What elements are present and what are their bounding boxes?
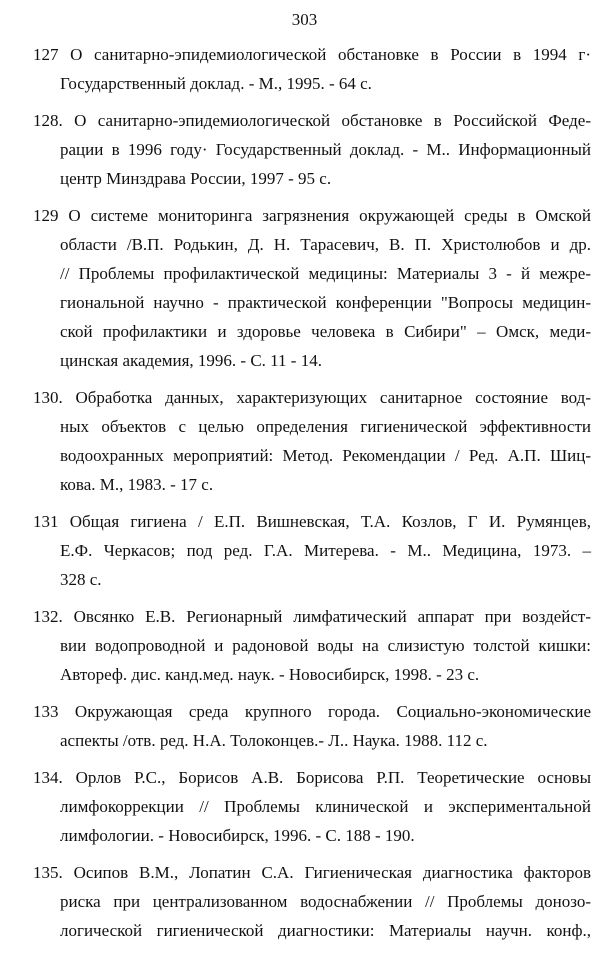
reference-line: области /В.П. Родькин, Д. Н. Тарасевич, В. П. Христолюбов и др. <box>60 235 591 254</box>
reference-line: 133 Окружающая среда крупного города. Социально-экономические <box>33 702 591 721</box>
reference-line: Автореф. дис. канд.мед. наук. - Новосибирск, 1998. - 23 с. <box>60 665 480 684</box>
reference-line: риска при централизованном водоснабжении // Проблемы донозо- <box>60 892 591 911</box>
reference-line: рации в 1996 году· Государственный доклад. - М.. Информационный <box>60 140 591 159</box>
reference-line: 129 О системе мониторинга загрязнения окружающей среды в Омской <box>33 206 591 225</box>
reference-line: ных объектов с целью определения гигиенической эффективности <box>60 417 591 436</box>
reference-line: 131 Общая гигиена / Е.П. Вишневская, Т.А. Козлов, Г И. Румянцев, <box>33 512 591 531</box>
reference-line: // Проблемы профилактической медицины: Материалы 3 - й межре- <box>60 264 591 283</box>
reference-line: центр Минздрава России, 1997 - 95 с. <box>60 169 332 188</box>
reference-line: гиональной научно - практической конференции "Вопросы медицин- <box>60 293 591 312</box>
reference-line: цинская академия, 1996. - С. 11 - 14. <box>60 351 322 370</box>
reference-line: 128. О санитарно-эпидемиологической обстановке в Российской Феде- <box>33 111 591 130</box>
reference-line: 130. Обработка данных, характеризующих санитарное состояние вод- <box>33 388 591 407</box>
reference-130 <box>0 383 609 499</box>
reference-line: лимфокоррекции // Проблемы клинической и экспериментальной <box>60 797 591 816</box>
reference-133 <box>0 697 609 755</box>
reference-line: 135. Осипов В.М., Лопатин С.А. Гигиеническая диагностика факторов <box>33 863 591 882</box>
reference-line: 134. Орлов Р.С., Борисов А.В. Борисова Р.П. Теоретические основы <box>33 768 591 787</box>
reference-line: логической гигиенической диагностики: Материалы научн. конф., <box>60 921 591 940</box>
reference-line: кова. М., 1983. - 17 с. <box>60 475 214 494</box>
reference-128 <box>0 106 609 193</box>
reference-135 <box>0 858 609 945</box>
reference-134 <box>0 763 609 850</box>
reference-line: 132. Овсянко Е.В. Регионарный лимфатический аппарат при воздейст- <box>33 607 591 626</box>
reference-line: водоохранных мероприятий: Метод. Рекомендации / Ред. А.П. Шиц- <box>60 446 591 465</box>
reference-line: Государственный доклад. - М., 1995. - 64 с. <box>60 74 372 93</box>
reference-line: 127 О санитарно-эпидемиологической обстановке в России в 1994 г· <box>33 45 591 64</box>
reference-list <box>0 40 609 953</box>
reference-131 <box>0 507 609 594</box>
reference-line: 328 с. <box>60 570 102 589</box>
reference-line: аспекты /отв. ред. Н.А. Толоконцев.- Л.. Наука. 1988. 112 с. <box>60 731 488 750</box>
reference-line: Е.Ф. Черкасов; под ред. Г.А. Митерева. - М.. Медицина, 1973. – <box>60 541 591 560</box>
reference-line: ской профилактики и здоровье человека в Сибири" – Омск, меди- <box>60 322 591 341</box>
reference-127 <box>0 40 609 98</box>
reference-132 <box>0 602 609 689</box>
reference-line: лимфологии. - Новосибирск, 1996. - С. 188 - 190. <box>60 826 415 845</box>
reference-129 <box>0 201 609 375</box>
reference-line: вии водопроводной и радоновой воды на слизистую толстой кишки: <box>60 636 591 655</box>
page-number: 303 <box>291 10 318 29</box>
